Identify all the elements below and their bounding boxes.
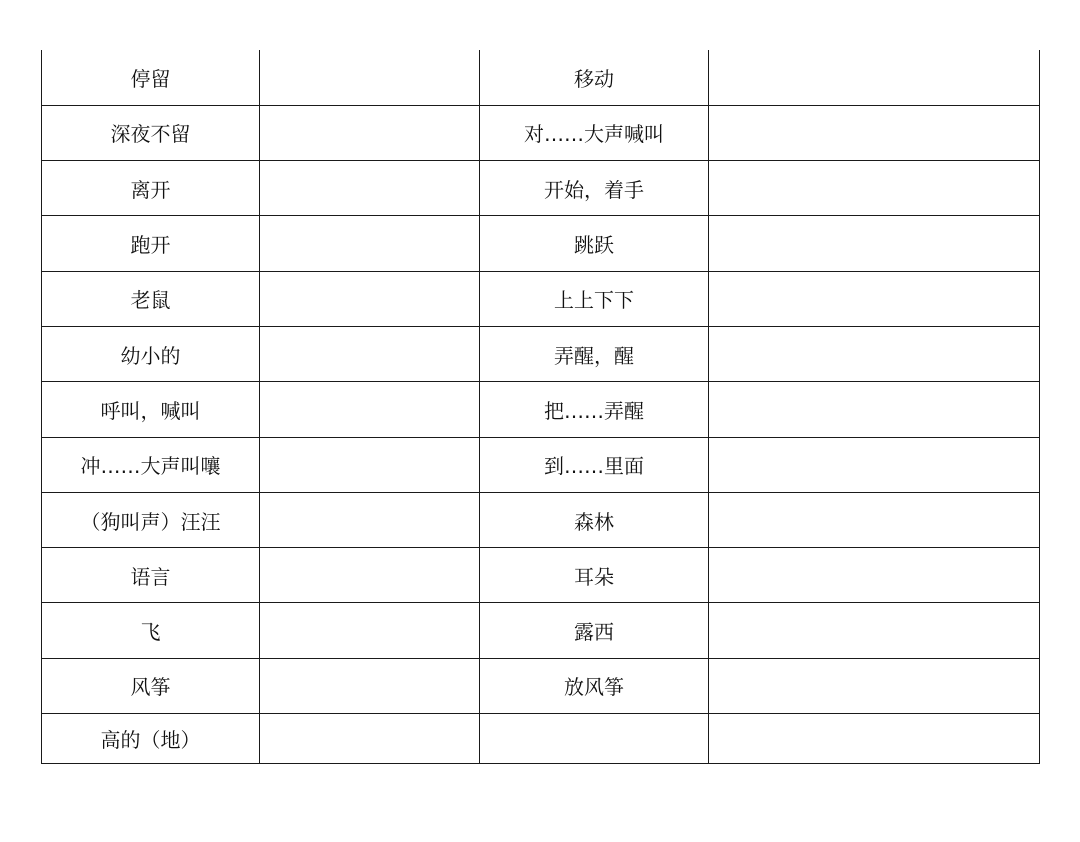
- answer-blank-right[interactable]: [709, 658, 1040, 713]
- word-cell-right: 把……弄醒: [480, 382, 709, 437]
- table-row: [42, 382, 1040, 437]
- table-row: [42, 492, 1040, 547]
- answer-blank-left[interactable]: [260, 714, 480, 764]
- word-cell-right: 到……里面: [480, 437, 709, 492]
- word-cell-left: 跑开: [42, 216, 260, 271]
- word-cell-right: 露西: [480, 603, 709, 658]
- word-cell-right: 对……大声喊叫: [480, 105, 709, 160]
- answer-blank-right[interactable]: [709, 271, 1040, 326]
- answer-blank-left[interactable]: [260, 326, 480, 381]
- word-cell-left: 离开: [42, 161, 260, 216]
- table-row: [42, 105, 1040, 160]
- answer-blank-left[interactable]: [260, 50, 480, 105]
- table-row: [42, 326, 1040, 381]
- table-row: [42, 548, 1040, 603]
- word-cell-left: 呼叫，喊叫: [42, 382, 260, 437]
- word-cell-left: 风筝: [42, 658, 260, 713]
- word-cell-right: [480, 714, 709, 764]
- word-cell-left: （狗叫声）汪汪: [42, 492, 260, 547]
- word-cell-right: 森林: [480, 492, 709, 547]
- answer-blank-left[interactable]: [260, 603, 480, 658]
- word-cell-left: 老鼠: [42, 271, 260, 326]
- answer-blank-right[interactable]: [709, 326, 1040, 381]
- answer-blank-left[interactable]: [260, 548, 480, 603]
- table-row: [42, 50, 1040, 105]
- word-cell-left: 冲……大声叫嚷: [42, 437, 260, 492]
- table-row: [42, 437, 1040, 492]
- word-cell-right: 弄醒，醒: [480, 326, 709, 381]
- word-cell-left: 幼小的: [42, 326, 260, 381]
- answer-blank-right[interactable]: [709, 105, 1040, 160]
- word-cell-right: 移动: [480, 50, 709, 105]
- answer-blank-right[interactable]: [709, 161, 1040, 216]
- answer-blank-left[interactable]: [260, 658, 480, 713]
- answer-blank-left[interactable]: [260, 105, 480, 160]
- table-row: [42, 714, 1040, 764]
- answer-blank-left[interactable]: [260, 492, 480, 547]
- word-cell-right: 耳朵: [480, 548, 709, 603]
- table-row: [42, 658, 1040, 713]
- word-cell-right: 开始，着手: [480, 161, 709, 216]
- word-cell-left: 飞: [42, 603, 260, 658]
- answer-blank-left[interactable]: [260, 437, 480, 492]
- answer-blank-right[interactable]: [709, 492, 1040, 547]
- answer-blank-left[interactable]: [260, 216, 480, 271]
- answer-blank-right[interactable]: [709, 382, 1040, 437]
- vocabulary-table: [41, 50, 1040, 764]
- table-row: [42, 603, 1040, 658]
- table-row: [42, 216, 1040, 271]
- vocabulary-table-body: [42, 50, 1040, 764]
- word-cell-left: 停留: [42, 50, 260, 105]
- word-cell-right: 跳跃: [480, 216, 709, 271]
- table-row: [42, 161, 1040, 216]
- answer-blank-right[interactable]: [709, 714, 1040, 764]
- word-cell-right: 上上下下: [480, 271, 709, 326]
- answer-blank-right[interactable]: [709, 216, 1040, 271]
- word-cell-left: 语言: [42, 548, 260, 603]
- table-row: [42, 271, 1040, 326]
- answer-blank-right[interactable]: [709, 603, 1040, 658]
- word-cell-left: 深夜不留: [42, 105, 260, 160]
- answer-blank-left[interactable]: [260, 271, 480, 326]
- answer-blank-left[interactable]: [260, 382, 480, 437]
- word-cell-right: 放风筝: [480, 658, 709, 713]
- answer-blank-left[interactable]: [260, 161, 480, 216]
- answer-blank-right[interactable]: [709, 437, 1040, 492]
- word-cell-left: 高的（地）: [42, 714, 260, 764]
- answer-blank-right[interactable]: [709, 50, 1040, 105]
- answer-blank-right[interactable]: [709, 548, 1040, 603]
